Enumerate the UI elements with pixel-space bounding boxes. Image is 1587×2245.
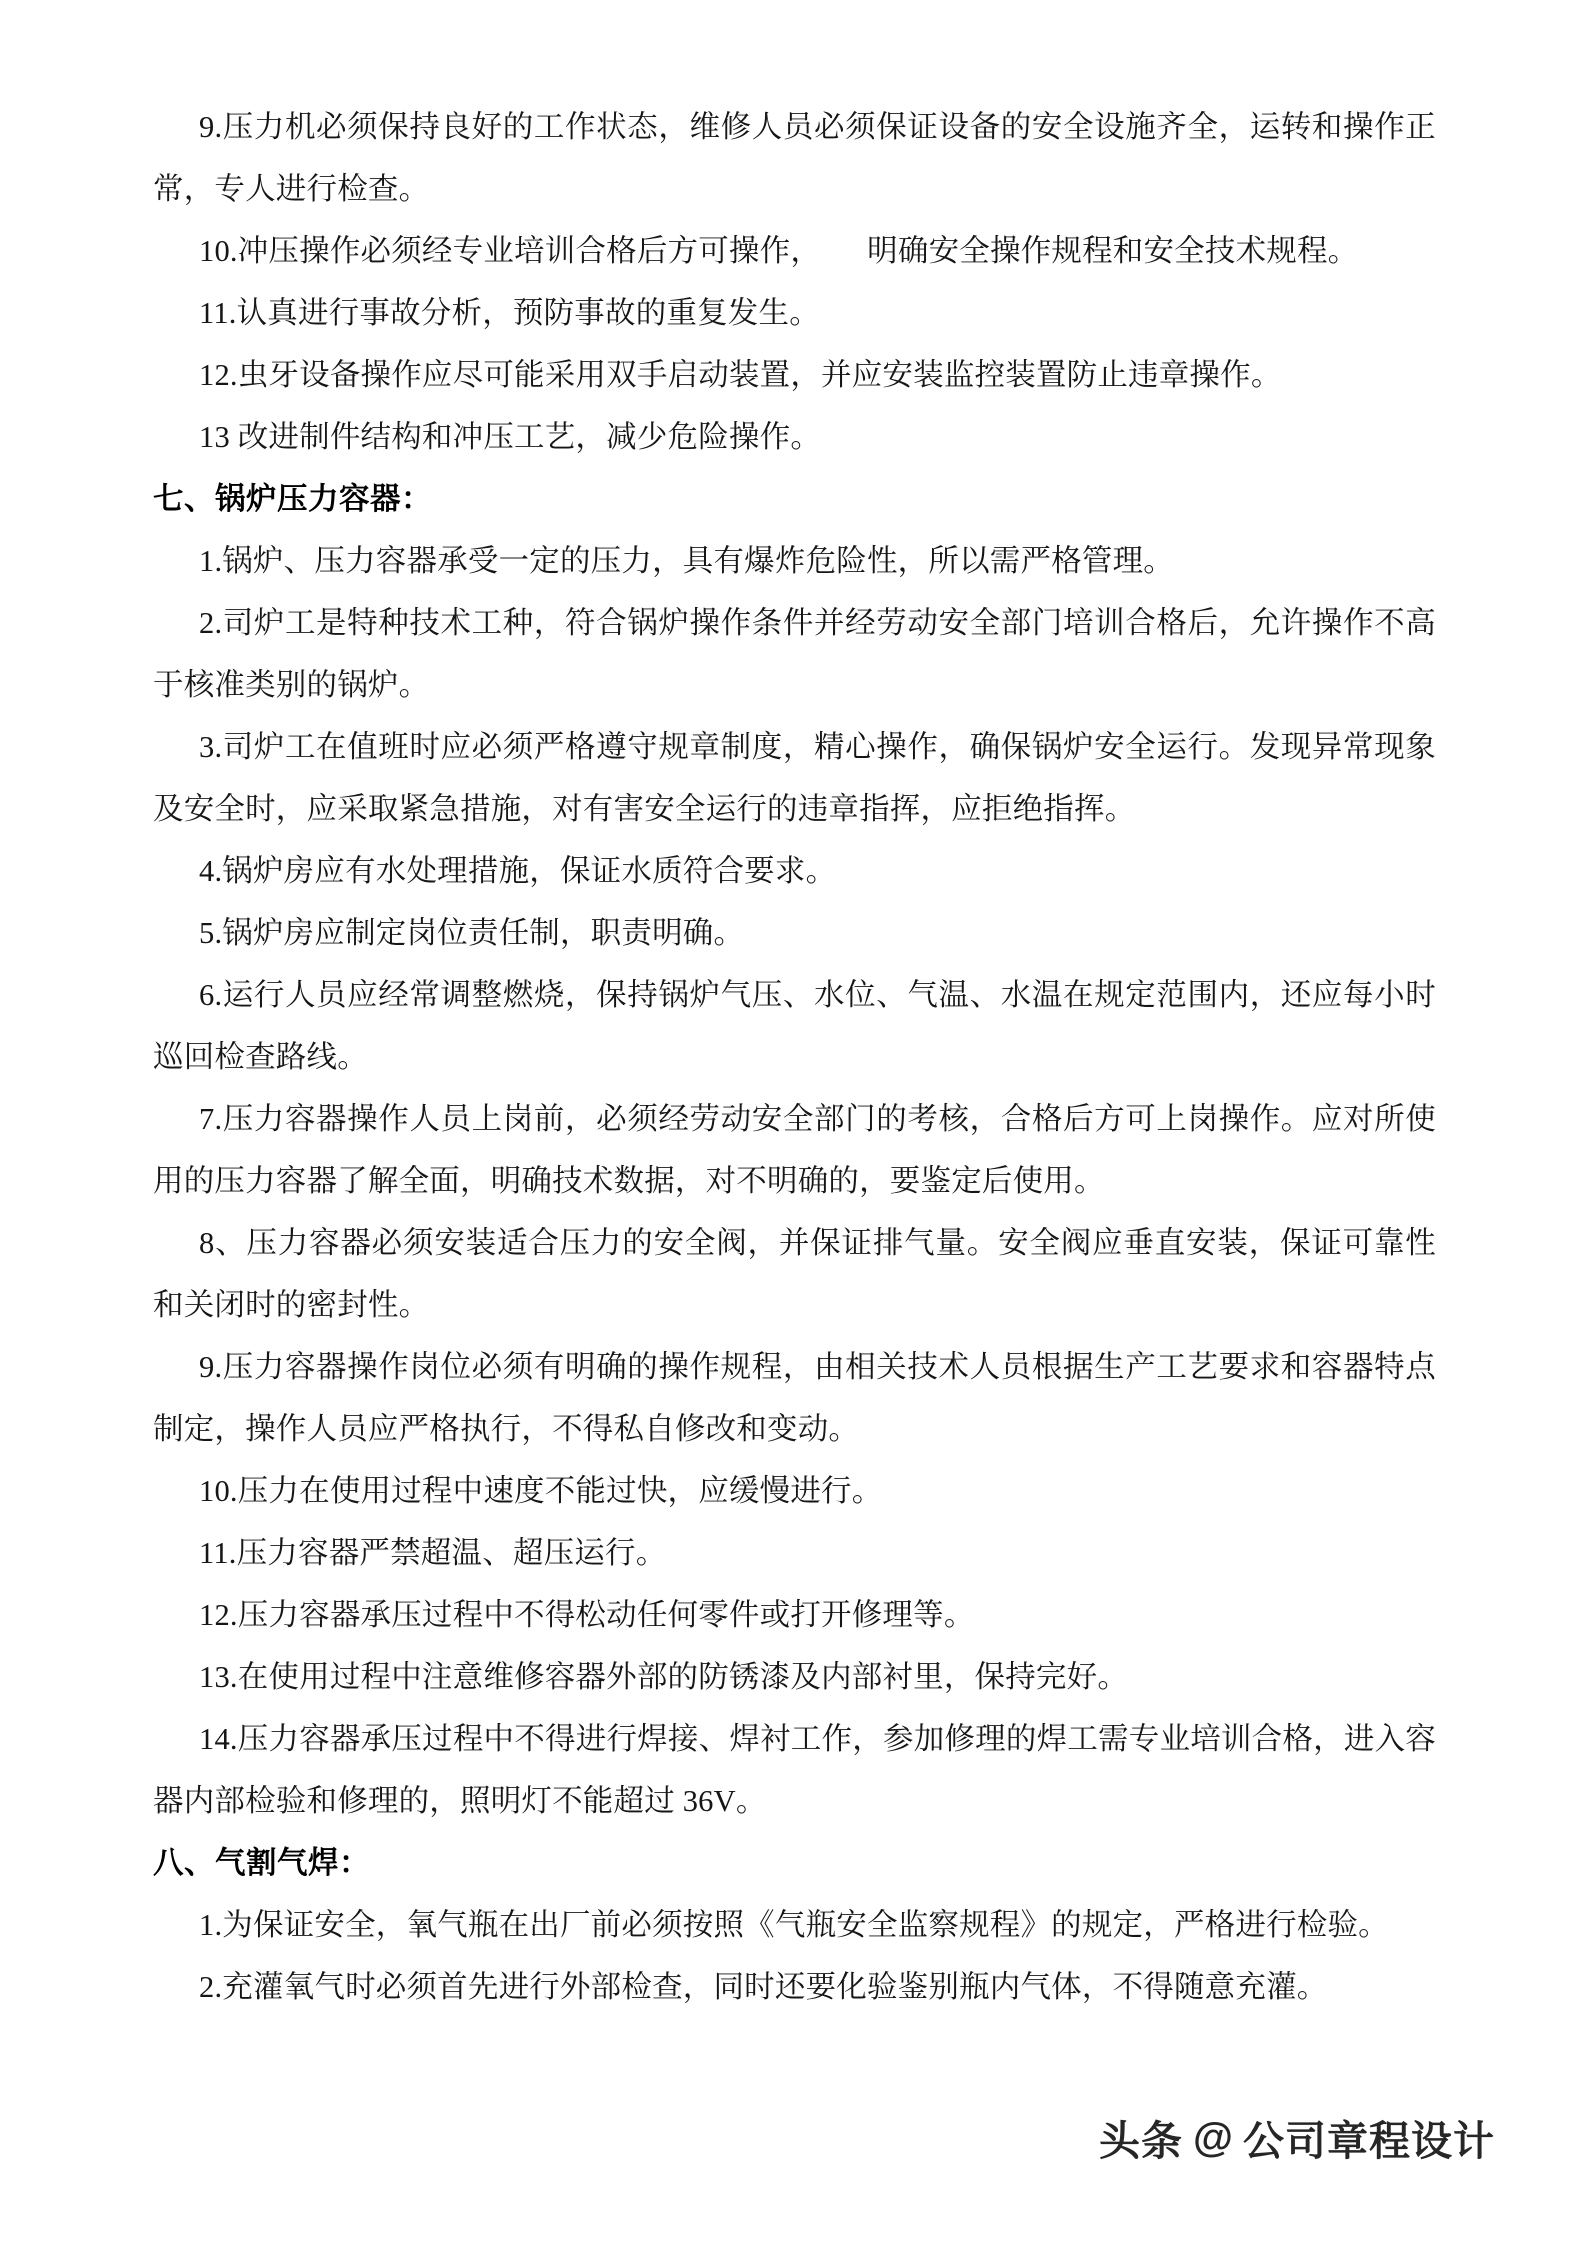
clause-6-9: 9.压力机必须保持良好的工作状态，维修人员必须保证设备的安全设施齐全，运转和操作正常，专人进行检查。 [153,110,1436,206]
clause-7-4: 4.锅炉房应有水处理措施，保证水质符合要求。 [199,854,837,888]
clause-7-2: 2.司炉工是特种技术工种，符合锅炉操作条件并经劳动安全部门培训合格后，允许操作不高于核准类别的锅炉。 [153,606,1436,702]
section-heading-eight: 八、气割气焊： [153,1846,370,1880]
clause-7-11: 11.压力容器严禁超温、超压运行。 [199,1536,667,1570]
clause-7-9: 9.压力容器操作岗位必须有明确的操作规程，由相关技术人员根据生产工艺要求和容器特点制定，操作人员应严格执行，不得私自修改和变动。 [153,1350,1436,1446]
clause-8-1: 1.为保证安全，氧气瓶在出厂前必须按照《气瓶安全监察规程》的规定，严格进行检验。 [199,1908,1389,1942]
clause-7-3: 3.司炉工在值班时应必须严格遵守规章制度，精心操作，确保锅炉安全运行。发现异常现象及安全时，应采取紧急措施，对有害安全运行的违章指挥，应拒绝指挥。 [153,730,1436,826]
watermark-at-symbol: @ [1193,2114,1233,2160]
clause-7-1: 1.锅炉、压力容器承受一定的压力，具有爆炸危险性，所以需严格管理。 [199,544,1174,578]
clause-7-14: 14.压力容器承压过程中不得进行焊接、焊衬工作，参加修理的焊工需专业培训合格，进入容器内部检验和修理的，照明灯不能超过 36V。 [153,1722,1436,1818]
clause-7-12: 12.压力容器承压过程中不得松动任何零件或打开修理等。 [199,1598,975,1632]
clause-7-8: 8、压力容器必须安装适合压力的安全阀，并保证排气量。安全阀应垂直安装，保证可靠性和关闭时的密封性。 [153,1226,1436,1322]
watermark [1099,2108,1495,2167]
clause-6-10: 10.冲压操作必须经专业培训合格后方可操作， 明确安全操作规程和安全技术规程。 [199,234,1359,268]
clause-7-5: 5.锅炉房应制定岗位责任制，职责明确。 [199,916,745,950]
clause-7-6: 6.运行人员应经常调整燃烧，保持锅炉气压、水位、气温、水温在规定范围内，还应每小时巡回检查路线。 [153,978,1436,1074]
clause-6-11: 11.认真进行事故分析，预防事故的重复发生。 [199,296,820,330]
clause-7-7: 7.压力容器操作人员上岗前，必须经劳动安全部门的考核，合格后方可上岗操作。应对所使用的压力容器了解全面，明确技术数据，对不明确的，要鉴定后使用。 [153,1102,1436,1198]
clause-6-13: 13 改进制件结构和冲压工艺，减少危险操作。 [199,420,822,454]
clause-6-12: 12.虫牙设备操作应尽可能采用双手启动装置，并应安装监控装置防止违章操作。 [199,358,1282,392]
clause-7-10: 10.压力在使用过程中速度不能过快，应缓慢进行。 [199,1474,883,1508]
document-body [153,96,1436,2018]
clause-7-13: 13.在使用过程中注意维修容器外部的防锈漆及内部衬里，保持完好。 [199,1660,1129,1694]
clause-8-2: 2.充灌氧气时必须首先进行外部检查，同时还要化验鉴别瓶内气体，不得随意充灌。 [199,1970,1328,2004]
watermark-account-name: 公司章程设计 [1243,2118,1495,2164]
section-heading-seven: 七、锅炉压力容器： [153,482,432,516]
watermark-brand: 头条 [1099,2118,1184,2164]
